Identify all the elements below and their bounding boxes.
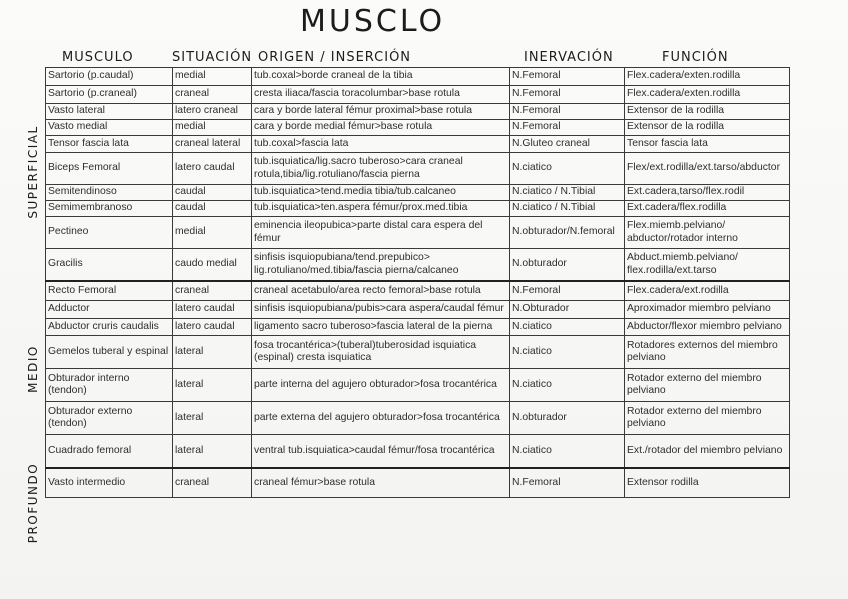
section-medio: MEDIO <box>26 345 40 393</box>
table-row <box>46 201 790 217</box>
cell-funcion: Rotadores externos del miembro pelviano <box>625 336 790 369</box>
cell-origen: cara y borde lateral fémur proximal>base rotula <box>252 104 510 120</box>
cell-funcion: Extensor rodilla <box>625 468 790 498</box>
cell-inervacion: N.ciatico <box>510 319 625 336</box>
cell-funcion: Extensor de la rodilla <box>625 104 790 120</box>
cell-funcion: Flex.miemb.pelviano/ abductor/rotador interno <box>625 217 790 249</box>
cell-situacion: medial <box>173 217 252 249</box>
cell-musculo: Vasto medial <box>46 120 173 136</box>
cell-musculo: Gracilis <box>46 249 173 282</box>
cell-inervacion: N.Femoral <box>510 86 625 104</box>
page-title: MUSCLO <box>300 4 446 39</box>
cell-origen: craneal acetabulo/area recto femoral>base rotula <box>252 281 510 301</box>
table-row <box>46 185 790 201</box>
cell-situacion: craneal lateral <box>173 136 252 153</box>
cell-inervacion: N.ciatico / N.Tibial <box>510 201 625 217</box>
cell-inervacion: N.Obturador <box>510 301 625 319</box>
cell-origen: craneal fémur>base rotula <box>252 468 510 498</box>
cell-musculo: Vasto intermedio <box>46 468 173 498</box>
cell-inervacion: N.Femoral <box>510 468 625 498</box>
cell-inervacion: N.Femoral <box>510 68 625 86</box>
cell-inervacion: N.Gluteo craneal <box>510 136 625 153</box>
header-inervacion: INERVACIÓN <box>524 50 614 65</box>
cell-funcion: Flex.cadera/exten.rodilla <box>625 68 790 86</box>
header-origen: ORIGEN / INSERCIÓN <box>258 50 412 65</box>
cell-musculo: Gemelos tuberal y espinal <box>46 336 173 369</box>
cell-inervacion: N.Femoral <box>510 120 625 136</box>
table-row <box>46 369 790 402</box>
cell-situacion: lateral <box>173 336 252 369</box>
table-row <box>46 281 790 301</box>
section-profundo: PROFUNDO <box>26 462 40 544</box>
cell-musculo: Obturador externo (tendon) <box>46 402 173 435</box>
cell-funcion: Extensor de la rodilla <box>625 120 790 136</box>
cell-situacion: caudal <box>173 201 252 217</box>
cell-situacion: medial <box>173 120 252 136</box>
cell-funcion: Rotador externo del miembro pelviano <box>625 402 790 435</box>
cell-origen: parte externa del agujero obturador>fosa trocantérica <box>252 402 510 435</box>
cell-inervacion: N.Femoral <box>510 104 625 120</box>
cell-musculo: Sartorio (p.caudal) <box>46 68 173 86</box>
header-funcion: FUNCIÓN <box>662 50 729 65</box>
cell-funcion: Tensor fascia lata <box>625 136 790 153</box>
cell-origen: fosa trocantérica>(tuberal)tuberosidad isquiatica (espinal) cresta isquiatica <box>252 336 510 369</box>
cell-situacion: craneal <box>173 86 252 104</box>
table-row <box>46 217 790 249</box>
cell-situacion: caudo medial <box>173 249 252 282</box>
cell-inervacion: N.Femoral <box>510 281 625 301</box>
cell-origen: tub.isquiatica>ten.aspera fémur/prox.med.tibia <box>252 201 510 217</box>
table-row <box>46 468 790 498</box>
table-row <box>46 402 790 435</box>
cell-origen: sinfisis isquiopubiana/tend.prepubico> lig.rotuliano/med.tibia/fascia pierna/calcaneo <box>252 249 510 282</box>
cell-origen: parte interna del agujero obturador>fosa trocantérica <box>252 369 510 402</box>
cell-funcion: Abduct.miemb.pelviano/ flex.rodilla/ext.tarso <box>625 249 790 282</box>
cell-situacion: medial <box>173 68 252 86</box>
cell-funcion: Ext.cadera,tarso/flex.rodil <box>625 185 790 201</box>
cell-situacion: latero caudal <box>173 153 252 185</box>
table-row <box>46 104 790 120</box>
table-row <box>46 68 790 86</box>
cell-musculo: Pectineo <box>46 217 173 249</box>
cell-musculo: Cuadrado femoral <box>46 435 173 469</box>
cell-funcion: Ext.cadera/flex.rodilla <box>625 201 790 217</box>
table-row <box>46 319 790 336</box>
cell-funcion: Flex.cadera/ext.rodilla <box>625 281 790 301</box>
cell-inervacion: N.ciatico <box>510 153 625 185</box>
cell-origen: sinfisis isquiopubiana/pubis>cara aspera/caudal fémur <box>252 301 510 319</box>
cell-origen: cresta iliaca/fascia toracolumbar>base rotula <box>252 86 510 104</box>
cell-inervacion: N.obturador <box>510 402 625 435</box>
table-row <box>46 136 790 153</box>
table-row <box>46 153 790 185</box>
cell-funcion: Aproximador miembro pelviano <box>625 301 790 319</box>
cell-situacion: lateral <box>173 369 252 402</box>
table-row <box>46 435 790 469</box>
section-superficial: SUPERFICIAL <box>26 125 40 219</box>
cell-musculo: Obturador interno (tendon) <box>46 369 173 402</box>
cell-funcion: Rotador externo del miembro pelviano <box>625 369 790 402</box>
header-situacion: SITUACIÓN <box>172 50 253 65</box>
cell-origen: tub.isquiatica/lig.sacro tuberoso>cara craneal rotula,tibia/lig.rotuliano/fascia pierna <box>252 153 510 185</box>
cell-origen: cara y borde medial fémur>base rotula <box>252 120 510 136</box>
cell-musculo: Semimembranoso <box>46 201 173 217</box>
cell-musculo: Sartorio (p.craneal) <box>46 86 173 104</box>
cell-funcion: Flex/ext.rodilla/ext.tarso/abductor <box>625 153 790 185</box>
cell-funcion: Abductor/flexor miembro pelviano <box>625 319 790 336</box>
cell-musculo: Vasto lateral <box>46 104 173 120</box>
cell-situacion: latero caudal <box>173 301 252 319</box>
cell-situacion: latero caudal <box>173 319 252 336</box>
cell-origen: eminencia ileopubica>parte distal cara espera del fémur <box>252 217 510 249</box>
table-row <box>46 120 790 136</box>
table-row <box>46 86 790 104</box>
table-row <box>46 336 790 369</box>
cell-origen: tub.coxal>borde craneal de la tibia <box>252 68 510 86</box>
cell-musculo: Adductor <box>46 301 173 319</box>
cell-inervacion: N.ciatico <box>510 369 625 402</box>
cell-inervacion: N.ciatico / N.Tibial <box>510 185 625 201</box>
cell-inervacion: N.ciatico <box>510 336 625 369</box>
cell-situacion: lateral <box>173 402 252 435</box>
cell-origen: tub.coxal>fascia lata <box>252 136 510 153</box>
cell-funcion: Flex.cadera/exten.rodilla <box>625 86 790 104</box>
table-row <box>46 301 790 319</box>
cell-musculo: Tensor fascia lata <box>46 136 173 153</box>
cell-musculo: Biceps Femoral <box>46 153 173 185</box>
muscle-table <box>45 67 790 498</box>
header-musculo: MUSCULO <box>62 50 134 65</box>
cell-musculo: Abductor cruris caudalis <box>46 319 173 336</box>
cell-inervacion: N.obturador/N.femoral <box>510 217 625 249</box>
cell-musculo: Recto Femoral <box>46 281 173 301</box>
cell-situacion: craneal <box>173 468 252 498</box>
table-row <box>46 249 790 282</box>
cell-inervacion: N.obturador <box>510 249 625 282</box>
cell-origen: ventral tub.isquiatica>caudal fémur/fosa trocantérica <box>252 435 510 469</box>
cell-situacion: latero craneal <box>173 104 252 120</box>
cell-origen: tub.isquiatica>tend.media tibia/tub.calcaneo <box>252 185 510 201</box>
cell-origen: ligamento sacro tuberoso>fascia lateral de la pierna <box>252 319 510 336</box>
cell-situacion: craneal <box>173 281 252 301</box>
cell-musculo: Semitendinoso <box>46 185 173 201</box>
cell-inervacion: N.ciatico <box>510 435 625 469</box>
cell-situacion: lateral <box>173 435 252 469</box>
cell-funcion: Ext./rotador del miembro pelviano <box>625 435 790 469</box>
cell-situacion: caudal <box>173 185 252 201</box>
